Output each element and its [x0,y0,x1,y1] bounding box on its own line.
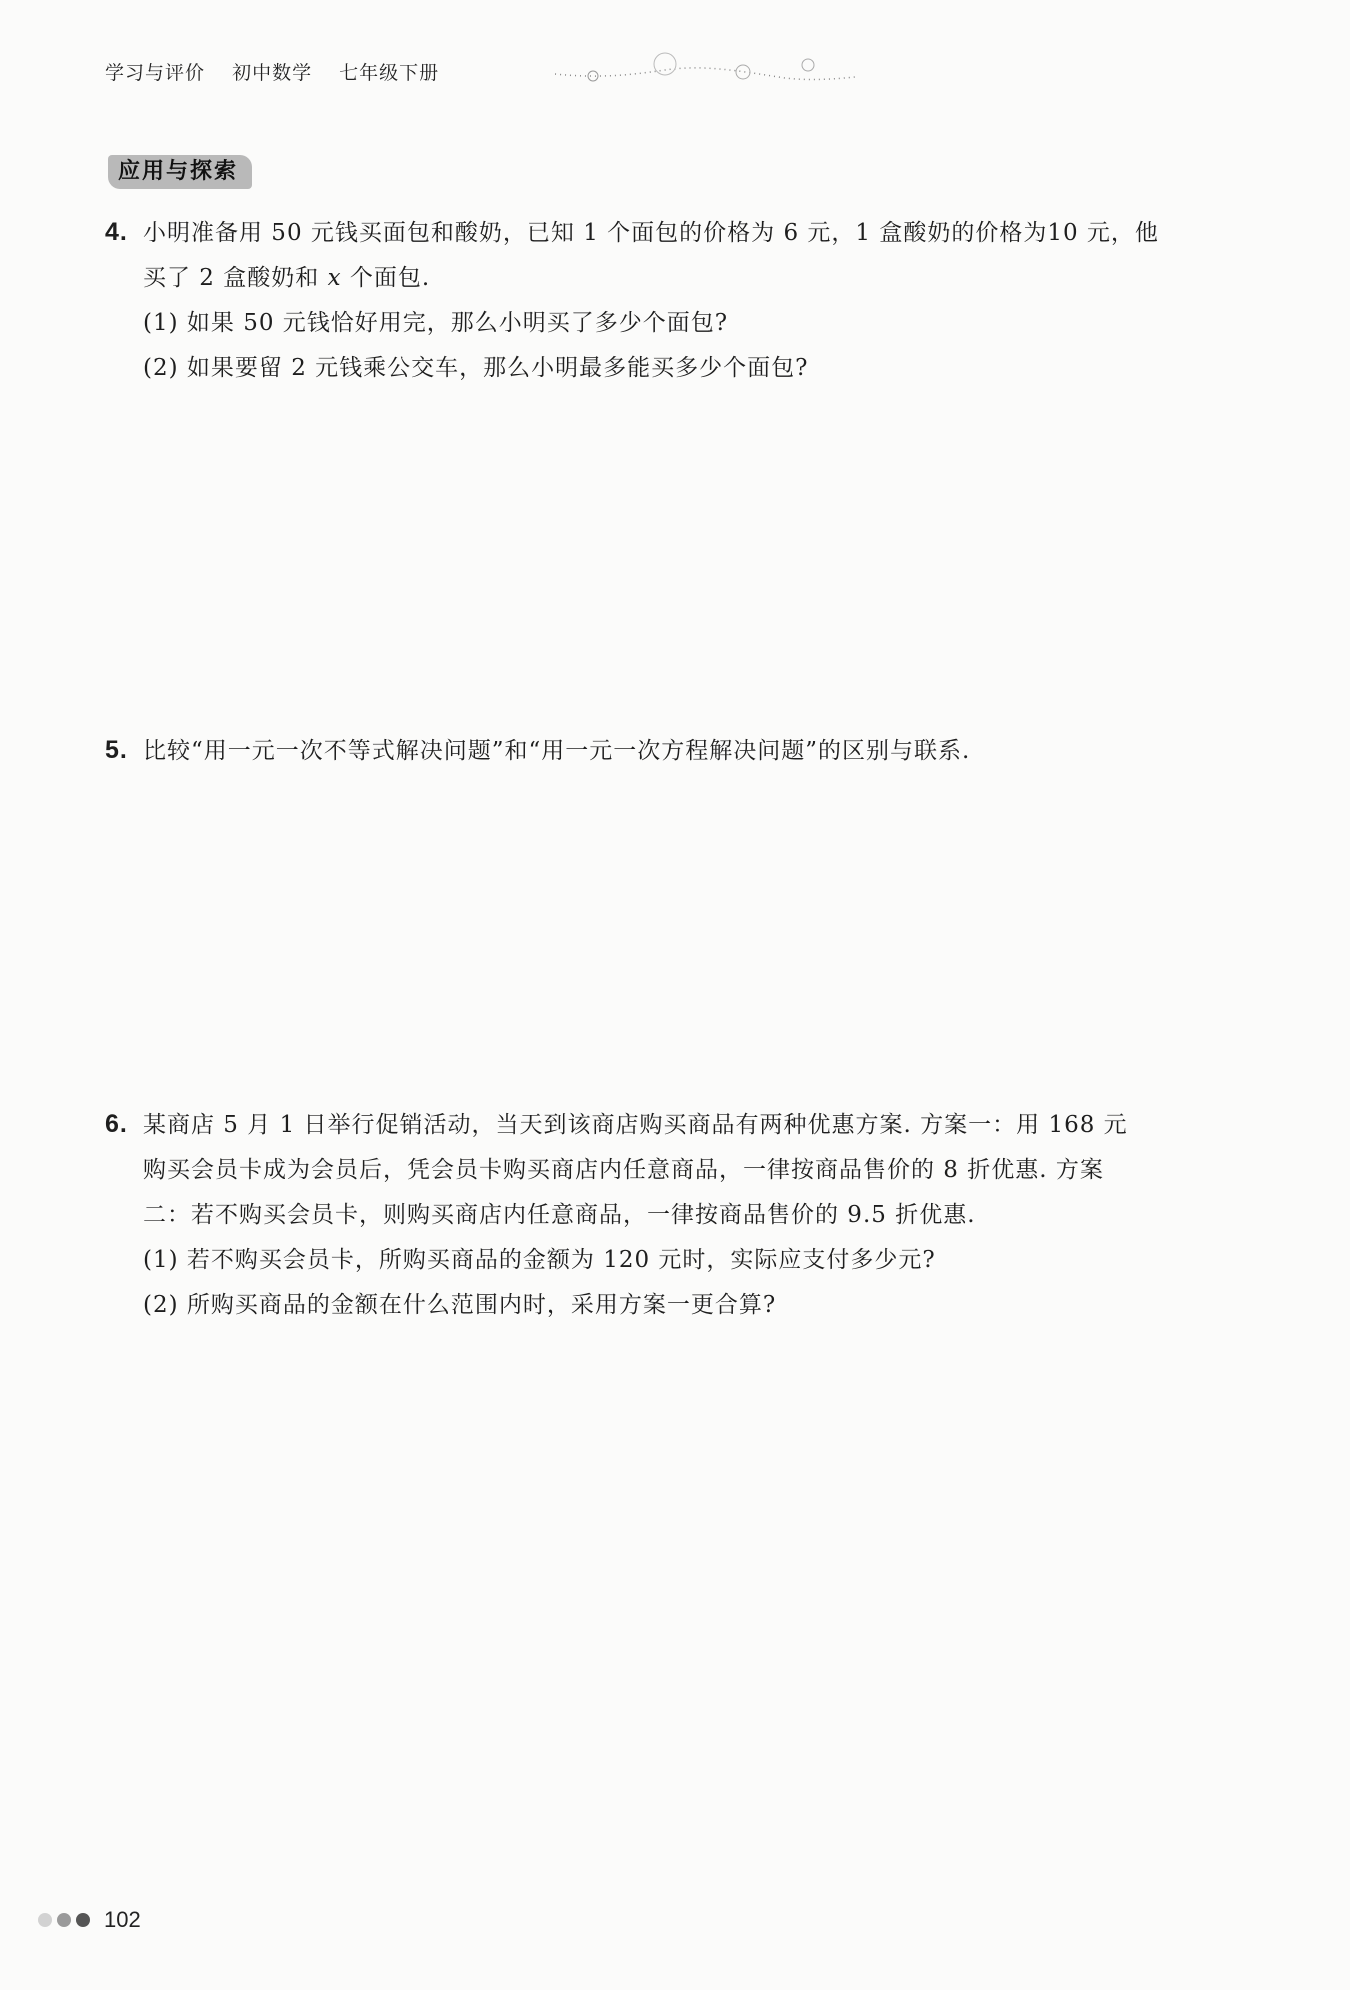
problem-6 [105,1102,1255,1328]
problem-line [105,210,1255,256]
header-text [105,58,459,85]
footer-dot-icon [38,1913,52,1927]
problem-4 [105,210,1255,391]
page-number: 102 [104,1907,141,1932]
footer-dot-icon [57,1913,71,1927]
problem-line [105,728,1255,774]
header-grade: 七年级下册 [339,62,440,84]
problem-number: 6. [105,1110,128,1138]
problem-part: (1) 若不购买会员卡，所购买商品的金额为 120 元时，实际应支付多少元? [143,1247,936,1273]
problem-part: (2) 所购买商品的金额在什么范围内时，采用方案一更合算? [143,1292,777,1318]
problem-text: 小明准备用 50 元钱买面包和酸奶，已知 1 个面包的价格为 6 元，1 盒酸奶的价格为10 元，他 [143,220,1159,246]
problem-line [105,256,1255,301]
header-subject: 初中数学 [232,62,313,84]
math-variable: x [327,265,342,291]
footer-dot-icon [76,1913,90,1927]
page-header [105,52,805,92]
problem-part: (2) 如果要留 2 元钱乘公交车，那么小明最多能买多少个面包? [143,355,809,381]
problem-text: 二：若不购买会员卡，则购买商店内任意商品，一律按商品售价的 9.5 折优惠. [143,1202,976,1228]
problem-text: 某商店 5 月 1 日举行促销活动，当天到该商店购买商品有两种优惠方案. 方案一：用 168 元 [143,1112,1128,1138]
section-label: 应用与探索 [108,155,252,189]
problem-line [105,1102,1255,1148]
problem-text: 比较“用一元一次不等式解决问题”和“用一元一次方程解决问题”的区别与联系. [143,738,971,764]
problem-text: 购买会员卡成为会员后，凭会员卡购买商店内任意商品，一律按商品售价的 8 折优惠. 方案 [143,1157,1104,1183]
problem-number: 4. [105,218,128,246]
problem-number: 5. [105,736,128,764]
header-book-title: 学习与评价 [105,62,206,84]
header-decoration [555,52,855,92]
problem-text: 买了 2 盒酸奶和 [143,265,320,291]
problem-5 [105,728,1255,774]
problem-text: 个面包. [349,265,431,291]
problem-part: (1) 如果 50 元钱恰好用完，那么小明买了多少个面包? [143,310,729,336]
